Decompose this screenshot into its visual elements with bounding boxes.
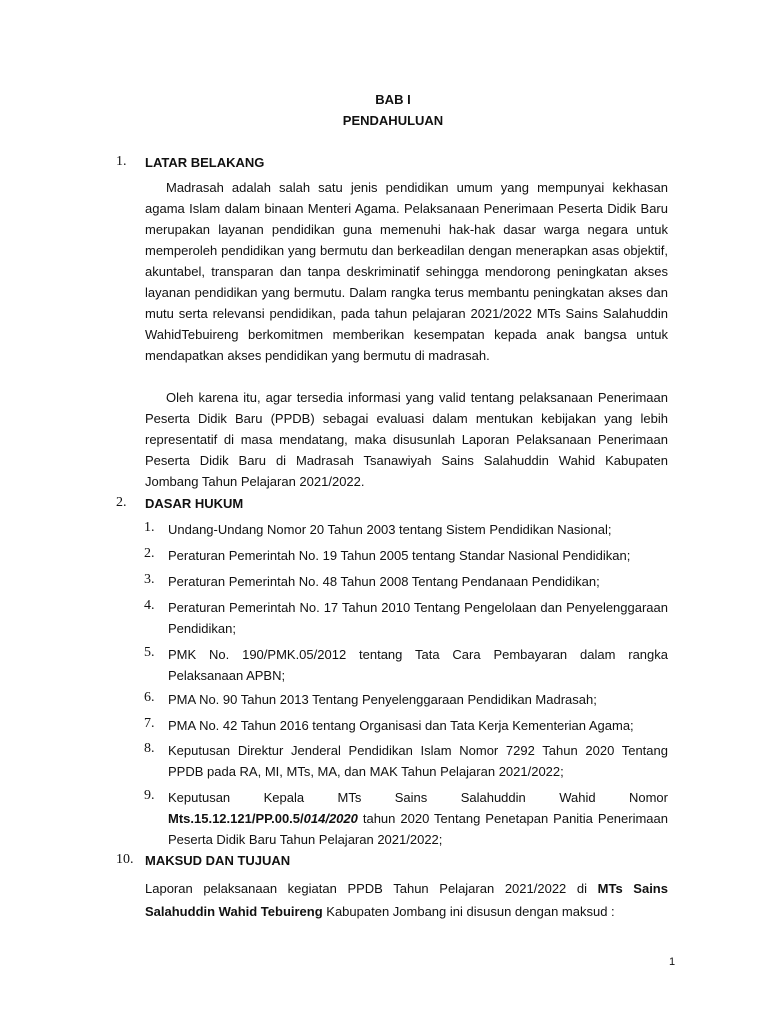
list-item-number: 9.: [144, 788, 155, 803]
section-heading-latar-belakang: LATAR BELAKANG: [145, 155, 265, 170]
list-item-number: 8.: [144, 741, 155, 756]
list-item-number: 7.: [144, 716, 155, 731]
decree-number: Mts.15.12.121/PP.00.5/: [168, 811, 304, 826]
section-number: 1.: [116, 154, 127, 169]
list-item-number: 4.: [144, 598, 155, 613]
list-item-number: 5.: [144, 645, 155, 660]
list-item: PMA No. 42 Tahun 2016 tentang Organisasi dan Tata Kerja Kementerian Agama;: [168, 718, 634, 733]
list-item: Undang-Undang Nomor 20 Tahun 2003 tentang Sistem Pendidikan Nasional;: [168, 522, 612, 537]
list-item-line: Keputusan Kepala MTs Sains Salahuddin Wahid Nomor: [168, 790, 668, 805]
school-name: MTs Sains Salahuddin Wahid Tebuireng: [145, 881, 668, 919]
latar-paragraph-2: Oleh karena itu, agar tersedia informasi yang valid tentang pelaksanaan Penerimaan Peserta Didik Baru (PPDB) sebagai evaluasi dalam mentukan kebijakan yang lebih representatif di masa mendatang, maka disusunlah Laporan Pelaksanaan Penerimaan Peserta Didik Baru di Madrasah Tsanawiyah Sains Salahuddin Wahid Kabupaten Jombang Tahun Pelajaran 2021/2022.: [145, 390, 668, 489]
section-number: 2.: [116, 495, 127, 510]
chapter-label: BAB I: [375, 92, 411, 107]
maksud-paragraph: [145, 877, 668, 923]
page-number: 1: [669, 956, 676, 968]
maksud-text-pre: Laporan pelaksanaan kegiatan PPDB Tahun Pelajaran 2021/2022 di: [145, 881, 598, 896]
page-title: PENDAHULUAN: [342, 113, 444, 128]
list-item: Peraturan Pemerintah No. 17 Tahun 2010 Tentang Pengelolaan dan Penyelenggaraan Pendidikan;: [168, 600, 668, 636]
maksud-text-post: Kabupaten Jombang ini disusun dengan maksud :: [322, 904, 615, 919]
list-item-number: 1.: [144, 520, 155, 535]
latar-paragraph-1: Madrasah adalah salah satu jenis pendidikan umum yang mempunyai kekhasan agama Islam dalam binaan Menteri Agama. Pelaksanaan Penerimaan Peserta Didik Baru merupakan layanan pendidikan guna memenuhi hak-hak dasar warga negara untuk memperoleh pendidikan yang bermutu dan berkeadilan dengan menerapkan asas objektif, akuntabel, transparan dan tanpa deskriminatif sehingga mendorong peningkatan akses layanan pendidikan yang bermutu. Dalam rangka terus membantu peningkatan akses dan mutu serta relevansi pendidikan, pada tahun pelajaran 2021/2022 MTs Sains Salahuddin WahidTebuireng berkomitmen memberikan kesempatan kepada anak bangsa untuk mendapatkan akses pendidikan yang bermutu di madrasah.: [145, 180, 668, 363]
decree-description: tahun 2020 Tentang Penetapan Panitia Penerimaan Peserta Didik Baru Tahun Pelajaran 2021/2022;: [168, 811, 668, 847]
list-item: Keputusan Direktur Jenderal Pendidikan Islam Nomor 7292 Tahun 2020 Tentang PPDB pada RA, MI, MTs, MA, dan MAK Tahun Pelajaran 2021/2022;: [168, 743, 668, 779]
list-item-number: 3.: [144, 572, 155, 587]
list-item: Peraturan Pemerintah No. 48 Tahun 2008 Tentang Pendanaan Pendidikan;: [168, 574, 600, 589]
section-heading-dasar-hukum: DASAR HUKUM: [145, 496, 244, 511]
section-heading-maksud-dan-tujuan: MAKSUD DAN TUJUAN: [145, 853, 291, 868]
list-item: PMK No. 190/PMK.05/2012 tentang Tata Cara Pembayaran dalam rangka Pelaksanaan APBN;: [168, 647, 668, 683]
list-item-number: 6.: [144, 690, 155, 705]
list-item: PMA No. 90 Tahun 2013 Tentang Penyelenggaraan Pendidikan Madrasah;: [168, 692, 597, 707]
decree-number-suffix: 014/2020: [303, 811, 358, 826]
list-item-number: 2.: [144, 546, 155, 561]
list-item: Peraturan Pemerintah No. 19 Tahun 2005 tentang Standar Nasional Pendidikan;: [168, 548, 631, 563]
list-item: [168, 808, 668, 850]
section-number: 10.: [116, 852, 134, 867]
